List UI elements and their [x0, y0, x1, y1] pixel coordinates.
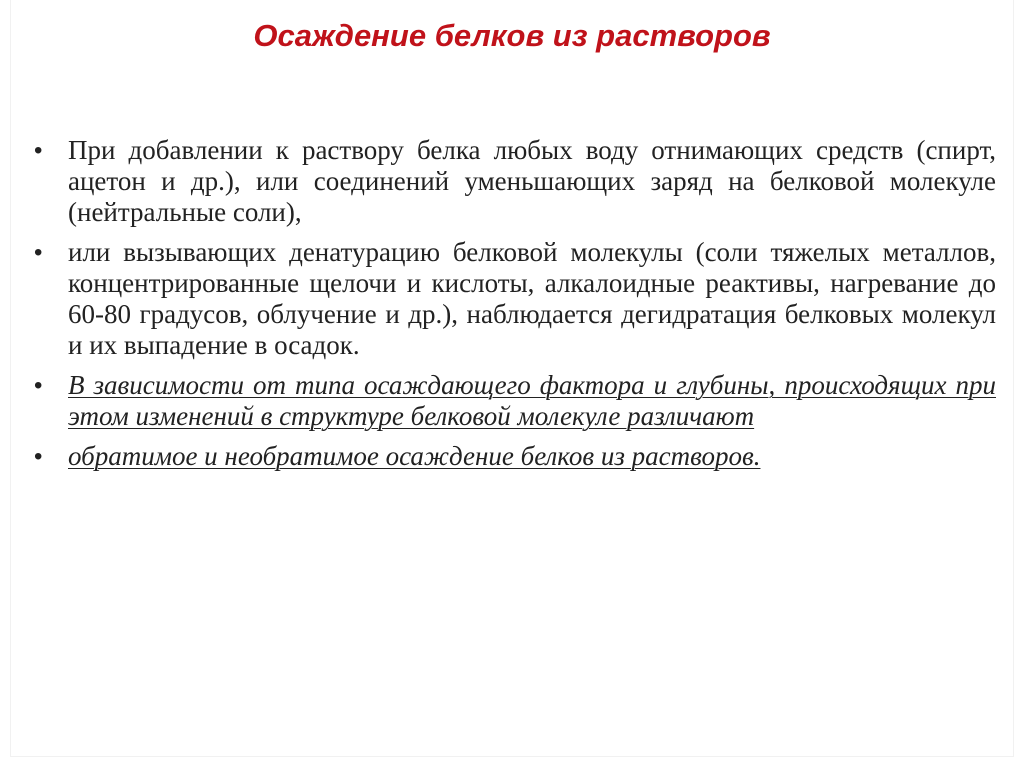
list-item-text-emphasized: В зависимости от типа осаждающего фактора и глубины, происходящих при этом изменений в структуре белковой молекуле различают	[68, 370, 996, 431]
slide-title: Осаждение белков из растворов	[253, 18, 771, 53]
list-item	[34, 237, 996, 361]
bullet-icon: •	[34, 372, 43, 399]
bullet-list	[34, 135, 996, 481]
list-item	[34, 370, 996, 432]
list-item-text-emphasized: обратимое и необратимое осаждение белков из растворов.	[68, 441, 761, 471]
list-item-text: При добавлении к раствору белка любых воду отнимающих средств (спирт, ацетон и др.), или соединений уменьшающих заряд на белковой молекуле (нейтральные соли),	[68, 135, 996, 227]
bullet-icon: •	[34, 137, 43, 164]
list-item	[34, 135, 996, 228]
bullet-icon: •	[34, 239, 43, 266]
list-item	[34, 441, 996, 472]
list-item-text: или вызывающих денатурацию белковой молекулы (соли тяжелых металлов, концентрированные щелочи и кислоты, алкалоидные реактивы, нагревание до 60-80 градусов, облучение и др.), наблюдается дегидратация белковых молекул и их выпадение в осадок.	[68, 237, 996, 360]
bullet-icon: •	[34, 443, 43, 470]
